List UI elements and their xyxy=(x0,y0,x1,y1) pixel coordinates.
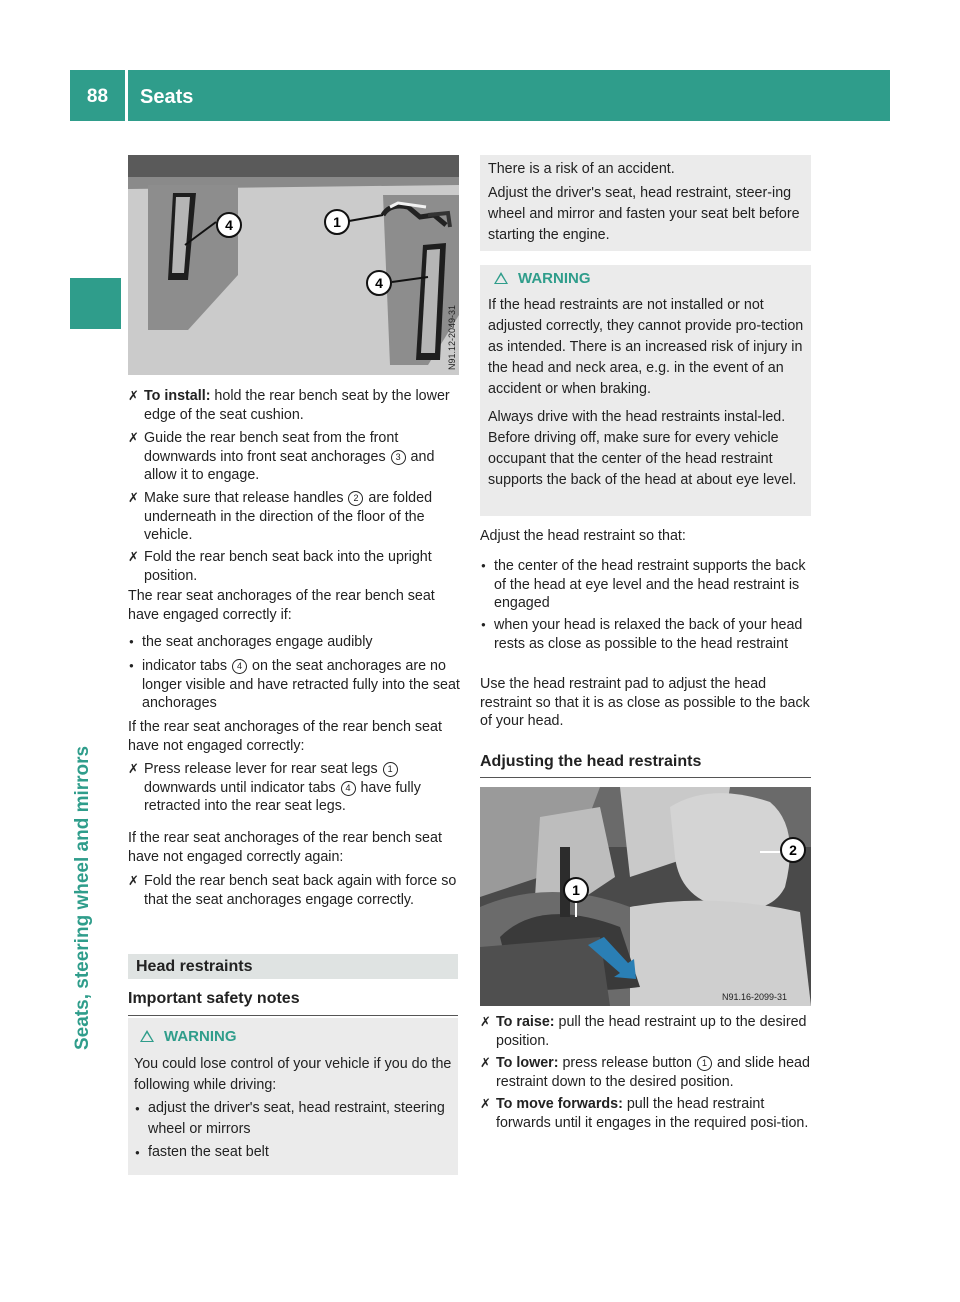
step-raise xyxy=(480,1013,814,1050)
figure-code: N91.16-2099-31 xyxy=(722,992,788,1002)
section-heading: Head restraints xyxy=(128,954,458,979)
step-text: pull the head restraint up to the desired position. xyxy=(496,1014,807,1049)
callout-1 xyxy=(325,210,349,234)
step-guide xyxy=(128,429,462,485)
warning-box-head-restraints xyxy=(480,265,811,516)
figure-code: N91.12-2049-31 xyxy=(447,304,457,370)
bullet-text: the center of the head restraint supports the back of the head at eye level and the head restraint is engaged xyxy=(494,558,806,612)
bullet-item xyxy=(134,1142,448,1163)
bullet-item xyxy=(128,657,462,713)
warning-label: WARNING xyxy=(164,1028,237,1045)
bullet-item xyxy=(134,1098,448,1140)
header-divider xyxy=(125,70,128,121)
bullet-item xyxy=(128,633,462,652)
callout-label: 2 xyxy=(789,842,797,858)
step-text: Press release lever for rear seat legs xyxy=(144,761,382,777)
paragraph: Use the head restraint pad to adjust the head restraint so that it is as close as possible to the back of your head. xyxy=(480,676,810,730)
warning-icon xyxy=(494,272,508,284)
callout-label: 1 xyxy=(572,882,580,898)
step-press-lever xyxy=(128,760,462,816)
step-label: To move forwards: xyxy=(496,1096,623,1112)
callout-ref: 1 xyxy=(697,1056,712,1071)
paragraph: If the rear seat anchorages of the rear bench seat have not engaged correctly: xyxy=(128,719,442,754)
callout-ref: 3 xyxy=(391,450,406,465)
warning-text: You could lose control of your vehicle if you do the following while driving: xyxy=(134,1056,452,1093)
bullet-text: indicator tabs xyxy=(142,658,232,674)
step-text: press release button xyxy=(558,1055,696,1071)
step-text: have fully retracted into the rear seat legs. xyxy=(144,779,421,815)
page-number: 88 xyxy=(86,86,109,107)
callout-ref: 4 xyxy=(232,659,247,674)
bullet-text: when your head is relaxed the back of your head rests as close as possible to the head restraint xyxy=(494,617,803,652)
step-lower xyxy=(480,1054,814,1091)
step-text: Fold the rear bench seat back into the upright position. xyxy=(144,549,432,584)
step-text: and slide head restraint down to the desired position. xyxy=(496,1055,810,1090)
warning-text: Always drive with the head restraints instal-led. Before driving off, make sure for every vehicle occupant that the center of the head restraint supports the back of the head at about eye level. xyxy=(488,409,797,488)
step-move-forwards xyxy=(480,1095,814,1132)
step-text: hold the rear bench seat by the lower edge of the seat cushion. xyxy=(144,388,450,423)
warning-label: WARNING xyxy=(518,270,591,287)
subsection-heading: Important safety notes xyxy=(128,990,300,1007)
callout-ref: 2 xyxy=(348,491,363,506)
step-text: and allow it to engage. xyxy=(144,448,435,484)
step-text: are folded underneath in the direction of the floor of the vehicle. xyxy=(144,490,433,544)
step-text: Make sure that release handles xyxy=(144,490,348,506)
step-text: downwards until indicator tabs xyxy=(144,779,340,796)
chapter-title: Seats xyxy=(140,86,194,108)
step-label: To raise: xyxy=(496,1014,555,1030)
callout-4b xyxy=(367,271,391,295)
step-label: To install: xyxy=(144,388,211,404)
bullet-text: adjust the driver's seat, head restraint, steering wheel or mirrors xyxy=(148,1100,445,1137)
warning-continued-box xyxy=(480,155,811,251)
warning-heading xyxy=(140,1028,237,1047)
step-text: Guide the rear bench seat from the front downwards into front seat anchorages xyxy=(144,430,399,465)
callout-2 xyxy=(781,838,805,862)
paragraph: Adjust the head restraint so that: xyxy=(480,528,686,544)
subsection-heading: Adjusting the head restraints xyxy=(480,753,702,770)
side-tab-block xyxy=(70,278,121,329)
rear-seat-anchorage-figure xyxy=(128,155,459,375)
callout-1 xyxy=(564,878,588,902)
bullet-item xyxy=(480,557,812,613)
bullet-text: the seat anchorages engage audibly xyxy=(142,634,373,650)
paragraph: If the rear seat anchorages of the rear bench seat have not engaged correctly again: xyxy=(128,830,442,865)
heading-rule xyxy=(128,1015,458,1016)
step-fold xyxy=(128,548,462,585)
head-restraint-figure xyxy=(480,787,811,1006)
step-fold-again xyxy=(128,872,462,909)
side-tab-label: Seats, steering wheel and mirrors xyxy=(72,745,93,1050)
warning-text: Adjust the driver's seat, head restraint, steer-ing wheel and mirror and fasten your seat belt before starting the engine. xyxy=(488,185,800,243)
step-install xyxy=(128,387,462,424)
warning-box xyxy=(128,1018,458,1175)
step-release-handles xyxy=(128,489,462,545)
bullet-text: fasten the seat belt xyxy=(148,1144,269,1160)
warning-heading xyxy=(494,270,591,289)
callout-label: 4 xyxy=(375,275,383,291)
warning-text: There is a risk of an accident. xyxy=(488,161,675,177)
step-text: Fold the rear bench seat back again with force so that the seat anchorages engage correctly. xyxy=(144,873,457,908)
paragraph: The rear seat anchorages of the rear bench seat have engaged correctly if: xyxy=(128,588,435,623)
callout-label: 4 xyxy=(225,217,233,233)
warning-text: If the head restraints are not installed or not adjusted correctly, they cannot provide pro-tection as intended. There is an increased risk of injury in the head and neck area, e.g. in the event of an accident or when braking. xyxy=(488,297,804,397)
bullet-text: on the seat anchorages are no longer visible and have retracted fully into the seat anchorages xyxy=(142,658,460,712)
heading-rule xyxy=(480,777,811,778)
step-text: pull the head restraint forwards until it engages in the required posi-tion. xyxy=(496,1096,809,1131)
callout-ref: 1 xyxy=(383,762,398,777)
callout-4a xyxy=(217,213,241,237)
step-label: To lower: xyxy=(496,1055,559,1071)
bullet-item xyxy=(480,616,812,653)
callout-label: 1 xyxy=(333,214,341,230)
callout-ref: 4 xyxy=(341,781,356,796)
warning-icon xyxy=(140,1030,154,1042)
